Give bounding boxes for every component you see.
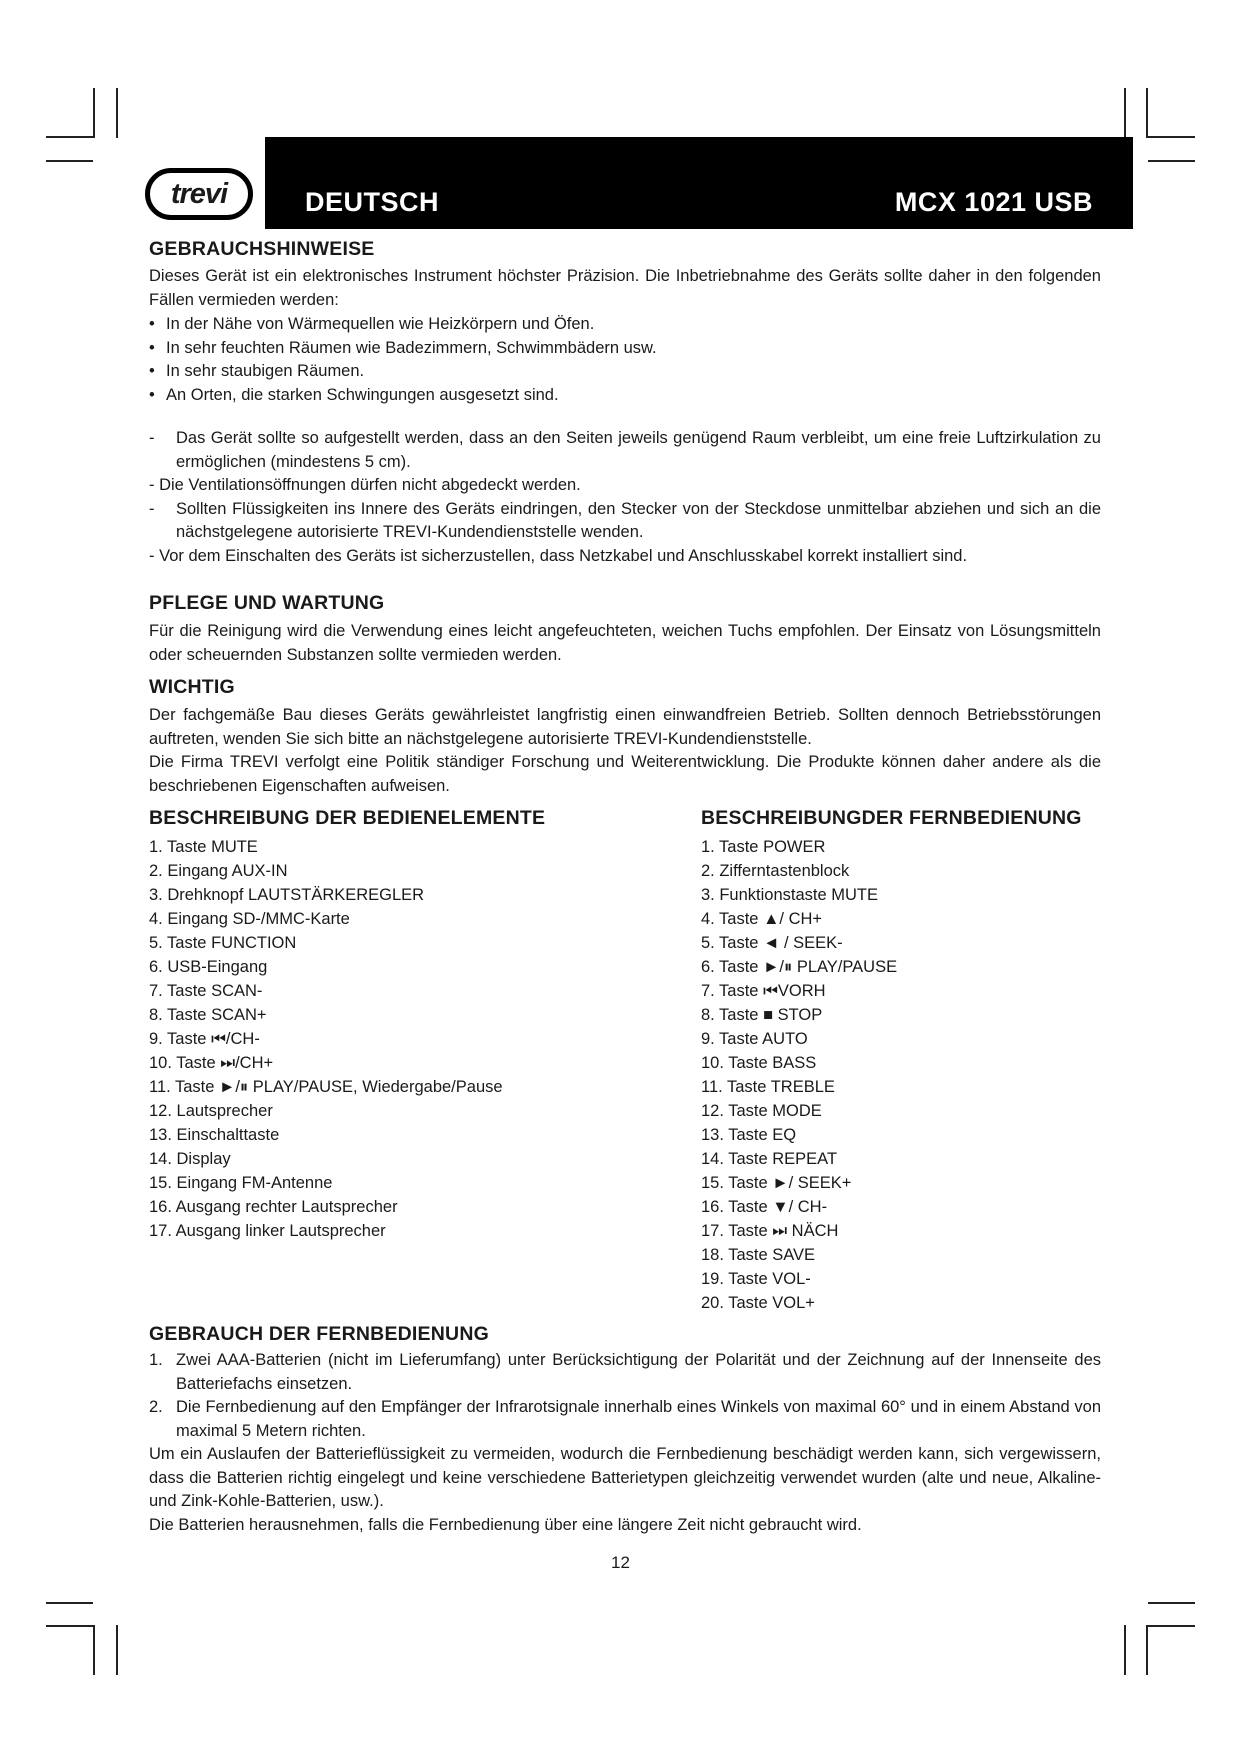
crop-mark <box>1148 1602 1195 1604</box>
remote-usage-steps <box>149 1349 1101 1443</box>
crop-mark <box>1148 1625 1195 1627</box>
crop-mark <box>1124 1625 1126 1675</box>
list-item: - Das Gerät sollte so aufgestellt werden, dass an den Seiten jeweils genügend Raum verbleibt, um eine freie Luftzirkulation zu ermöglichen (mindestens 5 cm). <box>149 427 1101 474</box>
crop-mark <box>116 88 118 138</box>
list-item: • In der Nähe von Wärmequellen wie Heizkörpern und Öfen. <box>149 313 1101 337</box>
list-item: 20. Taste VOL+ <box>701 1294 815 1312</box>
list-item: - Sollten Flüssigkeiten ins Innere des Geräts eindringen, den Stecker von der Steckdose unmittelbar abziehen und sich an die nächstgelegene autorisierte TREVI-Kundendienststelle wenden. <box>149 498 1101 545</box>
crop-mark <box>1146 88 1148 138</box>
crop-mark <box>46 136 93 138</box>
list-item: 15. Taste ►/ SEEK+ <box>701 1174 852 1192</box>
list-item: 11. Taste TREBLE <box>701 1078 835 1096</box>
remote-usage-text-1: Um ein Auslaufen der Batterieflüssigkeit zu vermeiden, wodurch die Fernbedienung beschädigt werden kann, sich vergewissern, dass die Batterien richtig eingelegt und keine verschiedene Batterietypen gleichzeitig verwendet wurden (alte und neue, Alkaline- und Zink-Kohle-Batterien, usw.). <box>149 1445 1101 1510</box>
list-item: • In sehr staubigen Räumen. <box>149 360 1101 384</box>
header-language: DEUTSCH <box>305 187 440 217</box>
list-item: 8. Taste SCAN+ <box>149 1006 267 1024</box>
list-item: 11. Taste ►/⏸ PLAY/PAUSE, Wiedergabe/Pause <box>149 1078 503 1096</box>
list-item: 4. Eingang SD-/MMC-Karte <box>149 910 350 928</box>
list-item: 8. Taste ■ STOP <box>701 1006 823 1024</box>
list-item: 5. Taste ◄ / SEEK- <box>701 934 843 952</box>
trevi-logo <box>145 168 253 220</box>
list-item: 6. Taste ►/⏸ PLAY/PAUSE <box>701 958 898 976</box>
step-number: 2. <box>149 1398 163 1416</box>
step-text: Zwei AAA-Batterien (nicht im Lieferumfang) unter Berücksichtigung der Polarität und der Zeichnung auf der Innenseite des Batteriefachs einsetzen. <box>176 1351 1101 1393</box>
list-item: - Vor dem Einschalten des Geräts ist sicherzustellen, dass Netzkabel und Anschlusskabel korrekt installiert sind. <box>149 545 1101 569</box>
controls-column <box>149 805 701 1315</box>
controls-columns <box>149 805 1101 1315</box>
remote-usage-text-2: Die Batterien herausnehmen, falls die Fernbedienung über eine längere Zeit nicht gebraucht wird. <box>149 1515 862 1534</box>
care-text: Für die Reinigung wird die Verwendung eines leicht angefeuchteten, weichen Tuchs empfohlen. Der Einsatz von Lösungsmitteln oder scheuernden Substanzen sollte vermieden werden. <box>149 622 1101 664</box>
remote-title: BESCHREIBUNGDER FERNBEDIENUNG <box>701 807 1082 829</box>
usage-intro: Dieses Gerät ist ein elektronisches Instrument höchster Präzision. Die Inbetriebnahme des Geräts sollte daher in den folgenden Fällen vermieden werden: <box>149 267 1101 309</box>
crop-mark <box>93 88 95 138</box>
list-item: 17. Taste ⏭ NÄCH <box>701 1222 839 1240</box>
list-item: 12. Taste MODE <box>701 1102 822 1120</box>
logo-text: trevi <box>170 177 228 210</box>
list-item: 16. Taste ▼/ CH- <box>701 1198 828 1216</box>
list-item: 17. Ausgang linker Lautsprecher <box>149 1222 386 1240</box>
list-item <box>149 1396 1101 1443</box>
list-item: 6. USB-Eingang <box>149 958 268 976</box>
list-item: 5. Taste FUNCTION <box>149 934 297 952</box>
list-item: 1. Taste POWER <box>701 838 826 856</box>
crop-mark <box>93 1625 95 1675</box>
controls-list <box>149 835 701 1243</box>
step-text: Die Fernbedienung auf den Empfänger der Infrarotsignale innerhalb eines Winkels von maximal 60° und in einem Abstand von maximal 5 Metern richten. <box>176 1398 1101 1440</box>
list-item: - Die Ventilationsöffnungen dürfen nicht abgedeckt werden. <box>149 474 1101 498</box>
crop-mark <box>1148 136 1195 138</box>
crop-mark <box>46 160 93 162</box>
usage-title: GEBRAUCHSHINWEISE <box>149 238 375 260</box>
list-item: 18. Taste SAVE <box>701 1246 816 1264</box>
header-bar <box>265 137 1133 229</box>
list-item: 7. Taste ⏮VORH <box>701 982 826 1000</box>
list-item: 16. Ausgang rechter Lautsprecher <box>149 1198 398 1216</box>
list-item <box>149 1349 1101 1396</box>
crop-mark <box>1124 88 1126 138</box>
crop-mark <box>116 1625 118 1675</box>
list-item: 7. Taste SCAN- <box>149 982 263 1000</box>
list-item: 2. Zifferntastenblock <box>701 862 850 880</box>
list-item: 14. Display <box>149 1150 231 1168</box>
page-number: 12 <box>611 1553 630 1572</box>
important-text-2: Die Firma TREVI verfolgt eine Politik ständiger Forschung und Weiterentwicklung. Die Produkte können daher andere als die beschriebenen Eigenschaften aufweisen. <box>149 753 1101 795</box>
list-item: 10. Taste ⏭/CH+ <box>149 1054 274 1072</box>
remote-list <box>701 835 1101 1315</box>
remote-usage-title: GEBRAUCH DER FERNBEDIENUNG <box>149 1323 489 1345</box>
list-item: • An Orten, die starken Schwingungen ausgesetzt sind. <box>149 384 1101 408</box>
crop-mark <box>1148 160 1195 162</box>
step-number: 1. <box>149 1351 163 1369</box>
list-item: 3. Funktionstaste MUTE <box>701 886 878 904</box>
list-item: 13. Taste EQ <box>701 1126 797 1144</box>
list-item: 9. Taste AUTO <box>701 1030 808 1048</box>
list-item: 10. Taste BASS <box>701 1054 817 1072</box>
crop-mark <box>46 1602 93 1604</box>
list-item: 4. Taste ▲/ CH+ <box>701 910 823 928</box>
list-item: 15. Eingang FM-Antenne <box>149 1174 333 1192</box>
important-text-1: Der fachgemäße Bau dieses Geräts gewährleistet langfristig einen einwandfreien Betrieb. Sollten dennoch Betriebsstörungen auftreten, wenden Sie sich bitte an nächstgelegene autorisierte TREVI-Kundendienststelle. <box>149 706 1101 748</box>
usage-dashes <box>149 427 1101 568</box>
list-item: 19. Taste VOL- <box>701 1270 811 1288</box>
header-model: MCX 1021 USB <box>894 187 1093 217</box>
crop-mark <box>46 1625 93 1627</box>
remote-column <box>701 805 1101 1315</box>
list-item: 2. Eingang AUX-IN <box>149 862 288 880</box>
important-title: WICHTIG <box>149 676 235 698</box>
crop-mark <box>1146 1625 1148 1675</box>
list-item: 3. Drehknopf LAUTSTÄRKEREGLER <box>149 886 425 904</box>
list-item: 9. Taste ⏮/CH- <box>149 1030 260 1048</box>
list-item: 14. Taste REPEAT <box>701 1150 838 1168</box>
list-item: • In sehr feuchten Räumen wie Badezimmern, Schwimmbädern usw. <box>149 337 1101 361</box>
care-title: PFLEGE UND WARTUNG <box>149 592 385 614</box>
controls-title: BESCHREIBUNG DER BEDIENELEMENTE <box>149 807 546 829</box>
list-item: 12. Lautsprecher <box>149 1102 273 1120</box>
usage-bullets <box>149 313 1101 407</box>
list-item: 13. Einschalttaste <box>149 1126 280 1144</box>
page-content <box>149 236 1101 1537</box>
list-item: 1. Taste MUTE <box>149 838 258 856</box>
